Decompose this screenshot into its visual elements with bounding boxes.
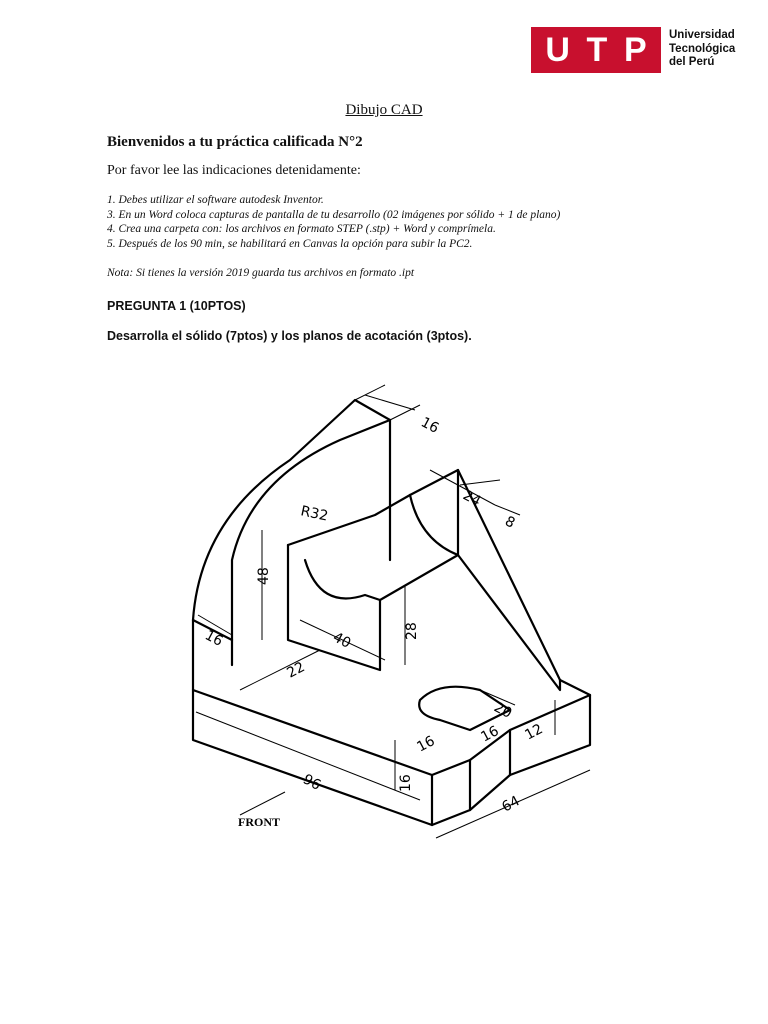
dim-48: 48 [256, 567, 272, 585]
dim-20: 20 [491, 699, 515, 722]
dim-12: 12 [522, 721, 546, 744]
dim-8: 8 [502, 513, 518, 532]
groove-arc-front [305, 560, 380, 600]
dim-16-left: 16 [202, 627, 226, 650]
base-right-end [510, 695, 590, 775]
front-arrow [240, 792, 285, 815]
instructions-list [107, 193, 560, 251]
dim-r32: R32 [299, 503, 330, 525]
utp-logo-box [531, 27, 661, 73]
front-label: FRONT [238, 815, 280, 829]
instruction-item: 3. En un Word coloca capturas de pantalla de tu desarrollo (02 imágenes por sólido + 1 de plano) [107, 208, 561, 221]
dim-16-slot: 16 [414, 733, 438, 756]
block-outline [288, 470, 458, 670]
logo-line-3: del Perú [669, 56, 715, 68]
solid-outline [193, 400, 590, 825]
document-title: Dibujo CAD [345, 102, 423, 118]
logo-line-1: Universidad [669, 29, 735, 41]
isometric-drawing-svg [175, 380, 595, 850]
dim-16-slot2: 16 [478, 723, 502, 746]
back-wall-inner [232, 420, 390, 665]
instruction-item: 1. Debes utilizar el software autodesk Inventor. [107, 194, 324, 206]
dim-28: 28 [404, 622, 420, 640]
dim-line-22 [240, 650, 320, 690]
lead-text: Por favor lee las indicaciones detenidamente: [107, 163, 361, 178]
utp-logo [531, 27, 768, 75]
dim-line-8 [495, 505, 520, 515]
logo-letter-u: U [545, 31, 570, 69]
dimension-lines [196, 385, 590, 838]
instruction-item: 5. Después de los 90 min, se habilitará en Canvas la opción para subir la PC2. [107, 237, 473, 250]
isometric-drawing [175, 380, 595, 850]
groove-arc-back [410, 495, 458, 555]
dim-16-base: 16 [398, 774, 414, 792]
base-front-right [432, 760, 470, 825]
logo-letter-p: P [623, 31, 647, 69]
dim-96: 96 [300, 771, 324, 794]
task-text: Desarrolla el sólido (7ptos) y los planos de acotación (3ptos). [107, 329, 472, 343]
dim-22: 22 [284, 659, 308, 682]
back-wall-outline [193, 400, 390, 690]
question-heading: PREGUNTA 1 (10PTOS) [107, 299, 246, 313]
note-text: Nota: Si tienes la versión 2019 guarda tus archivos en formato .ipt [107, 267, 415, 279]
logo-line-2: Tecnológica [669, 42, 736, 55]
instruction-item: 4. Crea una carpeta con: los archivos en formato STEP (.stp) + Word y comprímela. [107, 223, 496, 235]
dim-40: 40 [330, 629, 354, 652]
dim-16-top: 16 [418, 414, 442, 437]
dim-64: 64 [499, 793, 523, 816]
welcome-heading: Bienvenidos a tu práctica calificada N°2 [107, 134, 363, 150]
dim-line-16-top [355, 385, 420, 420]
logo-letter-t: T [586, 31, 608, 69]
dim-24: 24 [460, 487, 484, 510]
logo-text [669, 29, 735, 70]
